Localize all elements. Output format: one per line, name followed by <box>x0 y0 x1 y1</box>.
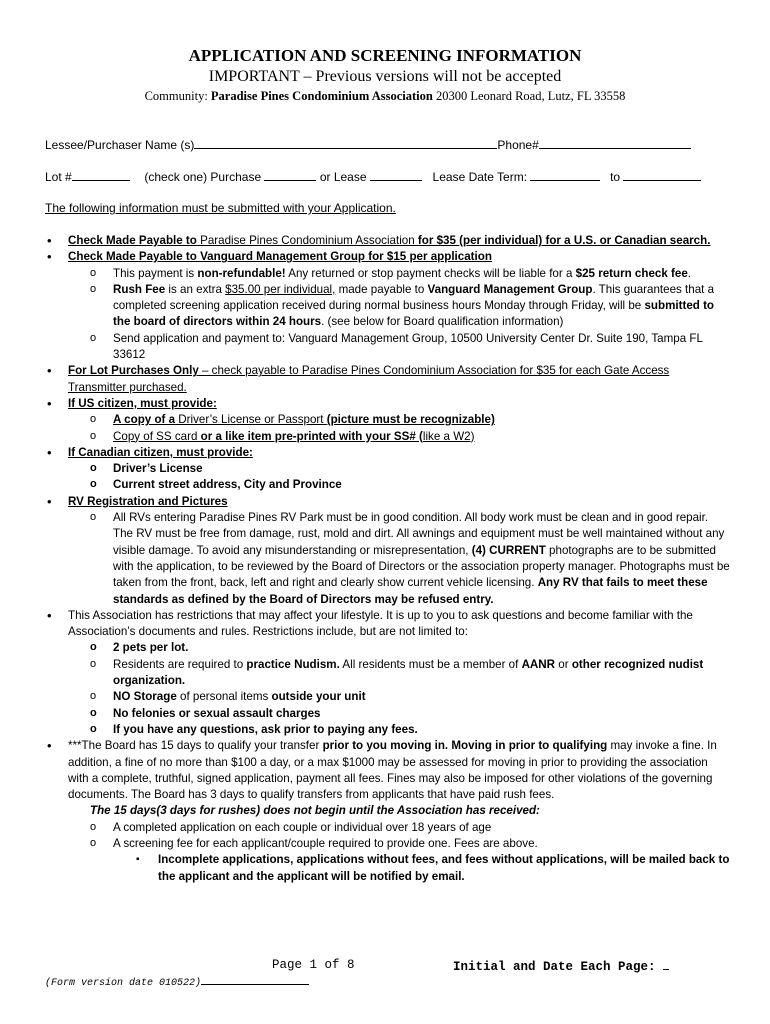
list-item: o Copy of SS card or a like item pre-printed with your SS# (like a W2) <box>45 429 730 445</box>
community-name: Paradise Pines Condominium Association <box>210 89 433 103</box>
list-item: o Rush Fee is an extra $35.00 per individual, made payable to Vanguard Management Group. This guarantees that a completed screening application received during normal business hours Monday through Friday, will be submitted to the board of directors within 24 hours. (see below for Board qualification information) <box>45 282 730 331</box>
lessee-label: Lessee/Purchaser Name (s) <box>45 138 195 152</box>
list-item: o Driver’s License <box>45 461 730 477</box>
list-item: o If you have any questions, ask prior to paying any fees. <box>45 722 730 738</box>
list-item: • Check Made Payable to Vanguard Management Group for $15 per application <box>45 249 730 265</box>
form-version-field[interactable] <box>201 976 309 985</box>
list-item: ▪ Incomplete applications, applications without fees, and fees without applications, will be mailed back to the applicant and the applicant will be notified by email. <box>45 852 730 885</box>
lot-row <box>45 169 701 184</box>
document-title: APPLICATION AND SCREENING INFORMATION <box>188 46 582 65</box>
lot-label: Lot # <box>45 170 72 184</box>
list-item: The 15 days(3 days for rushes) does not begin until the Association has received: <box>90 804 540 818</box>
list-item: o A copy of a Driver’s License or Passport (picture must be recognizable) <box>45 412 730 428</box>
purchase-field[interactable] <box>264 169 316 181</box>
list-item: o Current street address, City and Province <box>45 477 730 493</box>
list-item: • RV Registration and Pictures <box>45 494 730 510</box>
list-item: o Residents are required to practice Nudism. All residents must be a member of AANR or other recognized nudist organization. <box>45 657 730 690</box>
page-number: Page 1 of 8 <box>272 958 355 972</box>
list-item: • For Lot Purchases Only – check payable to Paradise Pines Condominium Association for $35 for each Gate Access Transmitter purchased. <box>45 363 730 396</box>
community-address: 20300 Leonard Road, Lutz, FL 33558 <box>432 89 626 103</box>
check-one-label: (check one) Purchase <box>144 170 262 184</box>
list-item: o This payment is non-refundable! Any returned or stop payment checks will be liable for a $25 return check fee. <box>45 266 730 282</box>
to-label: to <box>610 170 621 184</box>
lease-term-label: Lease Date Term: <box>432 170 528 184</box>
lot-field[interactable] <box>72 169 130 181</box>
list-item: o A screening fee for each applicant/couple required to provide one. Fees are above. <box>45 836 730 852</box>
requirements-list <box>45 233 730 885</box>
lease-start-field[interactable] <box>530 169 600 181</box>
list-item: o A completed application on each couple or individual over 18 years of age <box>45 820 730 836</box>
form-version: (Form version date 010522) <box>45 976 309 989</box>
lessee-name-field[interactable] <box>194 137 497 149</box>
intro-text: The following information must be submitted with your Application. <box>45 201 396 215</box>
lease-end-field[interactable] <box>623 169 701 181</box>
list-item: o NO Storage of personal items outside your unit <box>45 689 730 705</box>
list-item: o All RVs entering Paradise Pines RV Park must be in good condition. All body work must be clean and in good repair. The RV must be free from damage, rust, mold and dirt. All awnings and equipment must be well maintained without any visible damage. To avoid any misunderstanding or misrepresentation, (4) CURRENT photographs are to be submitted with the application, to be reviewed by the Board of Directors or the association property manager. Photographs must be taken from the front, back, left and right and clearly show current vehicle licensing. Any RV that fails to meet these standards as defined by the Board of Directors may be refused entry. <box>45 510 730 608</box>
list-item: • ***The Board has 15 days to qualify your transfer prior to you moving in. Moving in prior to qualifying may invoke a fine. In addition, a fine of no more than $100 a day, or a max $1000 may be assessed for moving in prior to providing the association with a complete, truthful, signed application, payment all fees. Fines may also be imposed for other violations of the governing documents. The Board has 3 days to qualify transfers from applicants that have paid rush fees. <box>45 738 730 803</box>
list-item: • Check Made Payable to Paradise Pines Condominium Association for $35 (per individual) for a U.S. or Canadian search. <box>45 233 730 249</box>
list-item: • If US citizen, must provide: <box>45 396 730 412</box>
list-item: • If Canadian citizen, must provide: <box>45 445 730 461</box>
phone-field[interactable] <box>539 137 691 149</box>
initial-field[interactable] <box>663 958 669 970</box>
document-subtitle: IMPORTANT – Previous versions will not be accepted <box>208 68 562 85</box>
lessee-row <box>45 137 691 152</box>
lease-field[interactable] <box>370 169 422 181</box>
or-lease-label: or Lease <box>319 170 367 184</box>
list-item: o 2 pets per lot. <box>45 640 730 656</box>
list-item: o No felonies or sexual assault charges <box>45 706 730 722</box>
community-line <box>0 89 770 104</box>
list-item: o Send application and payment to: Vanguard Management Group, 10500 University Center Dr. Suite 190, Tampa FL 33612 <box>45 331 730 364</box>
community-label: Community: <box>144 89 211 103</box>
initial-date-label: Initial and Date Each Page: <box>453 958 669 974</box>
list-item: • This Association has restrictions that may affect your lifestyle. It is up to you to ask questions and become familiar with the Association’s documents and rules. Restrictions include, but are not limited to: <box>45 608 730 641</box>
phone-label: Phone# <box>497 138 539 152</box>
